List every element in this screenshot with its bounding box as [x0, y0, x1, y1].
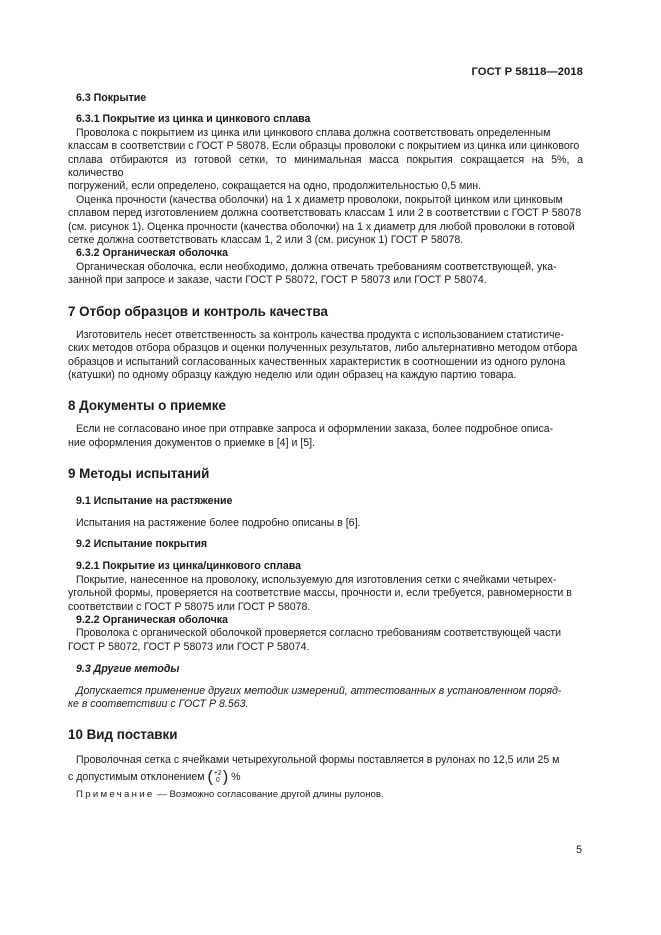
- section-9-1-text: Испытания на растяжение более подробно описаны в [6].: [76, 516, 361, 529]
- text-line: Изготовитель несет ответственность за контроль качества продукта с использованием статистиче-: [76, 328, 564, 341]
- text-line: ГОСТ Р 58072, ГОСТ Р 58073 или ГОСТ Р 58074.: [68, 640, 310, 653]
- section-9-2-1-title: 9.2.1 Покрытие из цинка/цинкового сплава: [76, 560, 301, 573]
- section-9-title: 9 Методы испытаний: [68, 466, 210, 482]
- section-9-3-title: 9.3 Другие методы: [76, 663, 180, 676]
- section-9-1-title: 9.1 Испытание на растяжение: [76, 495, 233, 508]
- tolerance-open-paren: (: [207, 768, 213, 786]
- tolerance-close-paren: ): [222, 768, 229, 786]
- tolerance-suffix: %: [231, 770, 241, 783]
- text-line: сплава отбираются из готовой сетки, то минимальная масса покрытия сокращается на 5%, а количество: [68, 153, 583, 180]
- section-8-title: 8 Документы о приемке: [68, 398, 226, 414]
- section-10-note: [76, 788, 583, 801]
- text-line: (см. рисунок 1). Оценка прочности (качества оболочки) на 1 х диаметр для любой проволоки в готовой: [68, 220, 575, 233]
- tolerance-prefix: с допустимым отклонением: [68, 770, 205, 783]
- tolerance-line: [68, 770, 583, 784]
- section-9-2-title: 9.2 Испытание покрытия: [76, 537, 208, 550]
- section-9-2-1-paragraph: [68, 573, 583, 614]
- section-7-paragraph: [68, 328, 583, 383]
- text-line: занной при запросе и заказе, части ГОСТ Р 58072, ГОСТ Р 58073 или ГОСТ Р 58074.: [68, 274, 487, 287]
- note-label: Примечание: [76, 789, 155, 801]
- text-line: сплавом перед изготовлением должна соответствовать классам 1 или 2 в соответствии с ГОСТ Р 58078: [68, 207, 582, 220]
- text-line: Если не согласовано иное при отправке запроса и оформлении заказа, более подробное описа-: [76, 423, 554, 436]
- section-10-paragraph: [68, 754, 583, 786]
- text-line: погружений, если определено, сокращается на одно, продолжительностью 0,5 мин.: [68, 180, 482, 193]
- text-line: (катушки) по одному образцу каждую неделю или один образец на каждую партию товара.: [68, 368, 517, 381]
- text-line: образцов и испытаний согласованных качественных характеристик в соотношении из одного рулона: [68, 355, 566, 368]
- section-9-2-2-paragraph: [68, 627, 583, 654]
- section-9-3-paragraph: [68, 684, 583, 712]
- section-7-title: 7 Отбор образцов и контроль качества: [68, 303, 328, 319]
- tolerance-lower: 0: [215, 776, 220, 784]
- text-line: сетке должна соответствовать классам 1, 2 или 3 (см. рисунок 1) ГОСТ Р 58078.: [68, 234, 464, 247]
- section-6-3-1-paragraph-1: [68, 126, 583, 194]
- section-6-3-title: 6.3 Покрытие: [76, 92, 147, 104]
- text-line: классам в соответствии с ГОСТ Р 58078. Если образцы проволоки с покрытием из цинка или цинкового: [68, 140, 580, 153]
- text-line: угольной формы, проверяется на соответствие массы, прочности и, если требуется, равномерности в: [68, 587, 572, 600]
- text-line: Допускается применение других методик измерений, аттестованных в установленном поряд-: [76, 684, 562, 697]
- section-9-2-2-title: 9.2.2 Органическая оболочка: [76, 613, 228, 626]
- page-number: 5: [576, 844, 582, 856]
- section-6-3-1-paragraph-2: [68, 193, 583, 248]
- text-line: Органическая оболочка, если необходимо, должна отвечать требованиям соответствующей, ука-: [76, 260, 557, 273]
- text-line: Проволочная сетка с ячейками четырехугольной формы поставляется в рулонах по 12,5 или 25 м: [76, 754, 560, 767]
- document-header: ГОСТ Р 58118—2018: [471, 66, 583, 78]
- text-line: Оценка прочности (качества оболочки) на 1 х диаметр проволоки, покрытой цинком или цинковым: [76, 193, 563, 206]
- tolerance-fraction: [214, 770, 222, 784]
- text-line: ке в соответствии с ГОСТ Р 8.563.: [68, 698, 249, 710]
- text-line: ние оформления документов о приемке в [4] и [5].: [68, 436, 316, 449]
- section-6-3-2-paragraph: [68, 260, 583, 288]
- section-8-paragraph: [68, 423, 583, 450]
- tolerance-upper: +2: [213, 769, 222, 777]
- text-line: соответствии с ГОСТ Р 58075 или ГОСТ Р 58078.: [68, 600, 311, 613]
- section-6-3-1-title: 6.3.1 Покрытие из цинка и цинкового сплава: [76, 113, 311, 126]
- text-line: Покрытие, нанесенное на проволоку, используемую для изготовления сетки с ячейками четырех-: [76, 573, 557, 586]
- section-10-title: 10 Вид поставки: [68, 727, 178, 743]
- text-line: Проволока с органической оболочкой проверяется согласно требованиям соответствующей части: [76, 627, 562, 640]
- text-line: Проволока с покрытием из цинка или цинкового сплава должна соответствовать определенным: [76, 126, 551, 139]
- document-content: [68, 92, 583, 801]
- text-line: ских методов отбора образцов и оценки полученных результатов, либо альтернативно методом отбора: [68, 342, 578, 355]
- section-6-3-2-title: 6.3.2 Органическая оболочка: [76, 247, 228, 260]
- note-text: — Возможно согласование другой длины рулонов.: [154, 789, 384, 801]
